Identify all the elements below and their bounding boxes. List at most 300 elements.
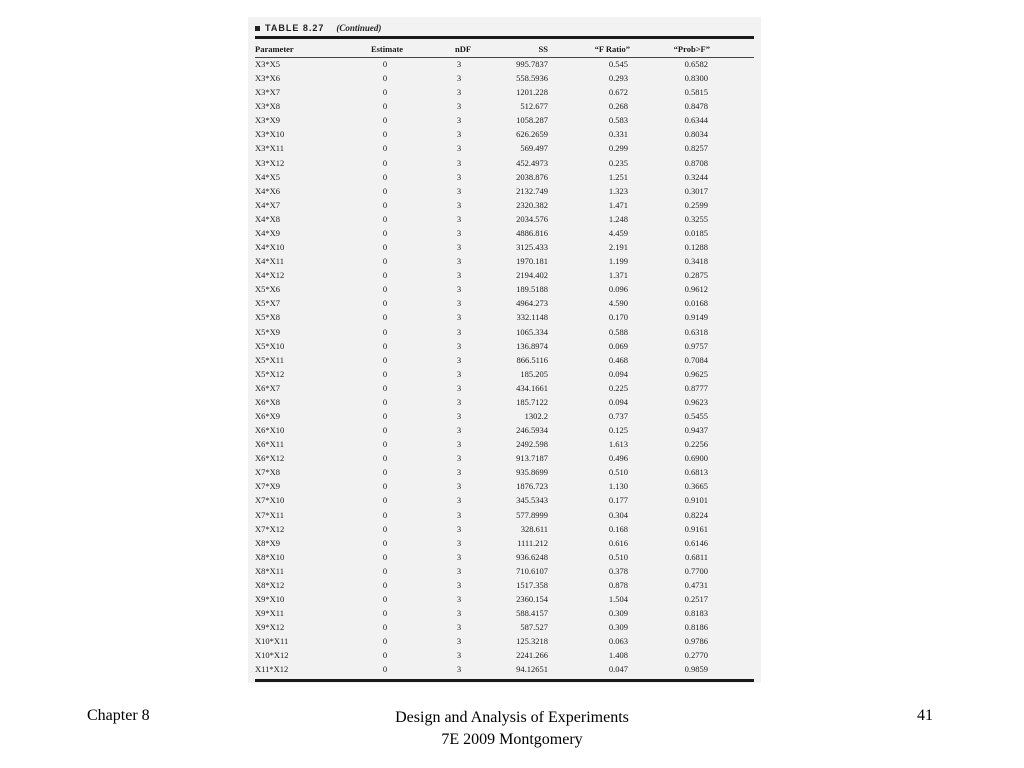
table-row [255,353,754,367]
cell-ss: 2132.749 [516,185,548,196]
cell-parameter: X5*X6 [255,284,281,295]
cell-parameter: X4*X7 [255,199,281,210]
cell-prob-f: 0.8478 [684,101,708,112]
cell-estimate: 0 [382,284,388,295]
cell-parameter: X5*X11 [255,354,284,365]
cell-estimate: 0 [382,396,388,407]
cell-ndf: 3 [456,340,462,351]
cell-prob-f: 0.0168 [684,298,708,309]
cell-prob-f: 0.8300 [684,73,708,84]
cell-ndf: 3 [456,650,462,661]
cell-ss: 626.2659 [516,129,548,140]
cell-estimate: 0 [382,594,388,605]
cell-f-ratio: 0.235 [608,157,628,168]
table-row [255,212,754,226]
cell-prob-f: 0.3665 [684,481,708,492]
cell-f-ratio: 0.168 [608,523,628,534]
cell-ndf: 3 [456,425,462,436]
cell-ndf: 3 [456,242,462,253]
cell-f-ratio: 0.737 [608,411,628,421]
cell-ndf: 3 [456,495,462,506]
cell-ndf: 3 [456,523,462,534]
cell-parameter: X5*X10 [255,340,285,351]
cell-prob-f: 0.7084 [684,354,708,365]
cell-estimate: 0 [382,256,388,267]
cell-ss: 1065.334 [516,326,548,337]
cell-ss: 185.205 [520,368,548,379]
cell-estimate: 0 [382,171,388,182]
cell-f-ratio: 0.177 [608,495,628,506]
cell-ss: 345.5343 [516,495,548,506]
cell-ndf: 3 [456,101,462,112]
cell-parameter: X7*X8 [255,467,281,478]
table-row [255,536,754,550]
cell-prob-f: 0.6146 [684,537,708,548]
col-header-parameter: Parameter [255,44,294,54]
cell-estimate: 0 [382,439,388,450]
cell-parameter: X9*X12 [255,622,285,633]
cell-estimate: 0 [382,622,388,633]
cell-f-ratio: 0.225 [608,382,628,393]
table-row [255,522,754,536]
table-row [255,381,754,395]
cell-estimate: 0 [382,87,388,98]
cell-estimate: 0 [382,467,388,478]
cell-parameter: X9*X10 [255,594,285,605]
table-row [255,127,754,141]
cell-f-ratio: 0.170 [608,312,628,323]
cell-ndf: 3 [456,312,462,323]
table-row [255,113,754,127]
cell-prob-f: 0.8257 [684,143,708,154]
cell-estimate: 0 [382,664,388,675]
cell-prob-f: 0.1288 [684,242,708,253]
cell-prob-f: 0.2256 [684,439,708,450]
cell-estimate: 0 [382,129,388,140]
table-row [255,85,754,99]
table-header-row [255,42,754,56]
cell-estimate: 0 [382,565,388,576]
cell-ss: 995.7837 [516,59,548,69]
cell-prob-f: 0.6582 [684,59,708,69]
table-row [255,409,754,423]
cell-estimate: 0 [382,199,388,210]
col-header-ss: SS [538,44,548,54]
cell-estimate: 0 [382,185,388,196]
cell-ss: 2241.266 [516,650,548,661]
cell-f-ratio: 0.378 [608,565,628,576]
cell-prob-f: 0.8708 [684,157,708,168]
cell-ss: 189.5188 [516,284,548,295]
cell-f-ratio: 1.248 [608,213,628,224]
table-row [255,296,754,310]
cell-ndf: 3 [456,439,462,450]
cell-f-ratio: 0.331 [608,129,628,140]
cell-prob-f: 0.8034 [684,129,708,140]
cell-ss: 866.5116 [516,354,548,365]
cell-prob-f: 0.9612 [684,284,708,295]
cell-estimate: 0 [382,242,388,253]
cell-ss: 935.8699 [516,467,548,478]
cell-ndf: 3 [456,608,462,619]
cell-parameter: X3*X6 [255,73,281,84]
table-image [248,17,761,683]
cell-parameter: X7*X12 [255,523,285,534]
cell-parameter: X10*X11 [255,636,289,647]
table-label: TABLE 8.27 [265,23,325,33]
table-continued-note: (Continued) [336,23,382,33]
cell-ndf: 3 [456,143,462,154]
cell-prob-f: 0.3017 [684,185,708,196]
table-row [255,648,754,662]
cell-parameter: X9*X11 [255,608,284,619]
cell-ndf: 3 [456,59,462,69]
cell-prob-f: 0.2770 [684,650,708,661]
table-row [255,620,754,634]
cell-ndf: 3 [456,185,462,196]
cell-parameter: X3*X12 [255,157,285,168]
cell-parameter: X7*X10 [255,495,285,506]
table-row [255,240,754,254]
cell-estimate: 0 [382,298,388,309]
cell-f-ratio: 0.304 [608,509,628,520]
cell-parameter: X11*X12 [255,664,289,675]
footer-page-number: 41 [917,707,933,724]
table-row [255,170,754,184]
cell-prob-f: 0.3418 [684,256,708,267]
cell-ndf: 3 [456,157,462,168]
cell-estimate: 0 [382,143,388,154]
footer-book-title [312,707,712,751]
cell-prob-f: 0.8183 [684,608,708,619]
cell-estimate: 0 [382,368,388,379]
cell-ndf: 3 [456,551,462,562]
cell-f-ratio: 0.268 [608,101,628,112]
square-bullet-icon [255,26,260,31]
cell-prob-f: 0.9101 [684,495,708,506]
table-row [255,226,754,240]
cell-estimate: 0 [382,537,388,548]
cell-ss: 936.6248 [516,551,548,562]
table-row [255,437,754,451]
table-row [255,465,754,479]
table-row [255,141,754,155]
cell-parameter: X4*X10 [255,242,285,253]
cell-parameter: X6*X11 [255,439,284,450]
cell-estimate: 0 [382,270,388,281]
table-row [255,451,754,465]
cell-f-ratio: 1.323 [608,185,628,196]
cell-f-ratio: 1.504 [608,594,628,605]
cell-ss: 558.5936 [516,73,548,84]
cell-estimate: 0 [382,340,388,351]
cell-parameter: X4*X5 [255,171,281,182]
cell-parameter: X8*X10 [255,551,285,562]
cell-prob-f: 0.2517 [684,594,708,605]
cell-ss: 913.7187 [516,453,548,464]
table-top-rule [255,36,754,39]
cell-parameter: X4*X9 [255,227,281,238]
cell-ndf: 3 [456,565,462,576]
cell-f-ratio: 0.309 [608,608,628,619]
cell-prob-f: 0.3255 [684,213,708,224]
cell-ss: 125.3218 [516,636,548,647]
cell-ndf: 3 [456,368,462,379]
table-row [255,57,754,71]
cell-prob-f: 0.9625 [684,368,708,379]
cell-ndf: 3 [456,453,462,464]
cell-parameter: X4*X11 [255,256,284,267]
cell-parameter: X5*X8 [255,312,281,323]
cell-ss: 577.8999 [516,509,548,520]
cell-ndf: 3 [456,622,462,633]
cell-f-ratio: 4.459 [608,227,628,238]
cell-ss: 2492.598 [516,439,548,450]
cell-ss: 1201.228 [516,87,548,98]
cell-f-ratio: 1.251 [608,171,628,182]
cell-ndf: 3 [456,284,462,295]
table-row [255,325,754,339]
cell-ss: 2320.382 [516,199,548,210]
cell-ss: 1111.212 [517,537,548,548]
cell-estimate: 0 [382,453,388,464]
cell-f-ratio: 1.371 [608,270,628,281]
cell-prob-f: 0.9437 [684,425,708,436]
cell-ss: 434.1661 [516,382,548,393]
cell-ndf: 3 [456,115,462,126]
cell-prob-f: 0.4731 [684,579,708,590]
table-row [255,606,754,620]
cell-prob-f: 0.6811 [684,551,708,562]
cell-ndf: 3 [456,481,462,492]
cell-estimate: 0 [382,213,388,224]
cell-ndf: 3 [456,199,462,210]
cell-ss: 2360.154 [516,594,548,605]
cell-ss: 246.5934 [516,425,548,436]
cell-estimate: 0 [382,157,388,168]
cell-prob-f: 0.3244 [684,171,708,182]
cell-parameter: X6*X8 [255,396,281,407]
cell-ndf: 3 [456,636,462,647]
table-row [255,367,754,381]
cell-estimate: 0 [382,411,388,421]
cell-ndf: 3 [456,594,462,605]
table-row [255,184,754,198]
cell-ss: 328.611 [520,523,548,534]
table-row [255,634,754,648]
cell-estimate: 0 [382,481,388,492]
cell-ss: 332.1148 [516,312,548,323]
cell-ndf: 3 [456,509,462,520]
cell-f-ratio: 1.130 [608,481,628,492]
table-row [255,550,754,564]
table-row [255,339,754,353]
footer-chapter: Chapter 8 [87,707,150,724]
table-row [255,198,754,212]
cell-ndf: 3 [456,664,462,675]
table-row [255,592,754,606]
cell-f-ratio: 0.309 [608,622,628,633]
cell-parameter: X6*X9 [255,411,281,421]
cell-ndf: 3 [456,467,462,478]
cell-f-ratio: 0.878 [608,579,628,590]
cell-estimate: 0 [382,636,388,647]
cell-parameter: X3*X7 [255,87,281,98]
table-row [255,423,754,437]
cell-f-ratio: 2.191 [608,242,628,253]
cell-prob-f: 0.6344 [684,115,708,126]
table-row [255,578,754,592]
cell-ss: 1970.181 [516,256,548,267]
cell-ss: 1517.358 [516,579,548,590]
cell-estimate: 0 [382,425,388,436]
cell-estimate: 0 [382,115,388,126]
cell-f-ratio: 1.613 [608,439,628,450]
table-row [255,508,754,522]
cell-f-ratio: 1.199 [608,256,628,267]
cell-parameter: X4*X8 [255,213,281,224]
cell-prob-f: 0.6318 [684,326,708,337]
cell-prob-f: 0.9623 [684,396,708,407]
cell-ndf: 3 [456,73,462,84]
cell-f-ratio: 4.590 [608,298,628,309]
cell-parameter: X6*X12 [255,453,285,464]
cell-f-ratio: 0.545 [608,59,628,69]
cell-prob-f: 0.8186 [684,622,708,633]
cell-f-ratio: 1.471 [608,199,628,210]
table-row [255,662,754,676]
table-row [255,395,754,409]
cell-prob-f: 0.5455 [684,411,708,421]
table-bottom-rule [255,679,754,682]
cell-prob-f: 0.9786 [684,636,708,647]
table-row [255,71,754,85]
cell-ndf: 3 [456,129,462,140]
cell-parameter: X8*X12 [255,579,285,590]
cell-f-ratio: 0.496 [608,453,628,464]
table-row [255,156,754,170]
cell-estimate: 0 [382,354,388,365]
cell-ndf: 3 [456,213,462,224]
cell-ndf: 3 [456,87,462,98]
cell-estimate: 0 [382,579,388,590]
cell-parameter: X5*X12 [255,368,285,379]
cell-estimate: 0 [382,509,388,520]
cell-prob-f: 0.9757 [684,340,708,351]
cell-f-ratio: 0.468 [608,354,628,365]
cell-f-ratio: 0.510 [608,467,628,478]
cell-ndf: 3 [456,298,462,309]
footer-book-title-line1: Design and Analysis of Experiments [395,709,629,726]
cell-estimate: 0 [382,551,388,562]
cell-prob-f: 0.9859 [684,664,708,675]
cell-estimate: 0 [382,73,388,84]
cell-prob-f: 0.2599 [684,199,708,210]
cell-ss: 136.8974 [516,340,548,351]
cell-f-ratio: 0.510 [608,551,628,562]
footer-book-title-line2: 7E 2009 Montgomery [441,731,583,748]
cell-parameter: X4*X6 [255,185,281,196]
cell-parameter: X8*X9 [255,537,281,548]
table-row [255,254,754,268]
cell-prob-f: 0.9149 [684,312,708,323]
cell-ndf: 3 [456,382,462,393]
cell-prob-f: 0.7700 [684,565,708,576]
cell-parameter: X4*X12 [255,270,285,281]
cell-parameter: X7*X11 [255,509,284,520]
cell-ss: 710.6107 [516,565,548,576]
cell-ndf: 3 [456,270,462,281]
cell-parameter: X3*X5 [255,59,281,69]
cell-ss: 588.4157 [516,608,548,619]
cell-f-ratio: 1.408 [608,650,628,661]
cell-estimate: 0 [382,382,388,393]
cell-f-ratio: 0.293 [608,73,628,84]
cell-parameter: X7*X9 [255,481,281,492]
cell-prob-f: 0.6813 [684,467,708,478]
table-row [255,99,754,113]
cell-ss: 512.677 [520,101,548,112]
table-row [255,479,754,493]
cell-ss: 2034.576 [516,213,548,224]
cell-ss: 4964.273 [516,298,548,309]
cell-f-ratio: 0.672 [608,87,628,98]
cell-f-ratio: 0.616 [608,537,628,548]
cell-prob-f: 0.6900 [684,453,708,464]
col-header-f-ratio: “F Ratio” [594,44,630,54]
cell-estimate: 0 [382,59,388,69]
cell-ndf: 3 [456,579,462,590]
table-row [255,564,754,578]
cell-estimate: 0 [382,608,388,619]
cell-ss: 185.7122 [516,396,548,407]
cell-ndf: 3 [456,227,462,238]
cell-estimate: 0 [382,312,388,323]
cell-f-ratio: 0.588 [608,326,628,337]
cell-f-ratio: 0.063 [608,636,628,647]
cell-parameter: X6*X10 [255,425,285,436]
cell-estimate: 0 [382,650,388,661]
cell-parameter: X3*X8 [255,101,281,112]
col-header-estimate: Estimate [370,44,404,54]
cell-parameter: X3*X10 [255,129,285,140]
cell-ss: 2194.402 [516,270,548,281]
cell-prob-f: 0.9161 [684,523,708,534]
cell-prob-f: 0.8224 [684,509,708,520]
cell-prob-f: 0.8777 [684,382,708,393]
cell-parameter: X3*X11 [255,143,284,154]
cell-f-ratio: 0.125 [608,425,628,436]
cell-f-ratio: 0.299 [608,143,628,154]
cell-estimate: 0 [382,227,388,238]
cell-f-ratio: 0.069 [608,340,628,351]
cell-ndf: 3 [456,171,462,182]
cell-prob-f: 0.2875 [684,270,708,281]
cell-estimate: 0 [382,101,388,112]
cell-estimate: 0 [382,326,388,337]
cell-parameter: X5*X7 [255,298,281,309]
cell-prob-f: 0.5815 [684,87,708,98]
cell-ss: 1302.2 [524,411,548,421]
cell-parameter: X5*X9 [255,326,281,337]
cell-ndf: 3 [456,256,462,267]
cell-ss: 587.527 [520,622,548,633]
cell-ss: 1058.287 [516,115,548,126]
col-header-prob-f: “Prob>F” [673,44,710,54]
cell-ss: 1876.723 [516,481,548,492]
cell-ndf: 3 [456,537,462,548]
cell-f-ratio: 0.047 [608,664,628,675]
